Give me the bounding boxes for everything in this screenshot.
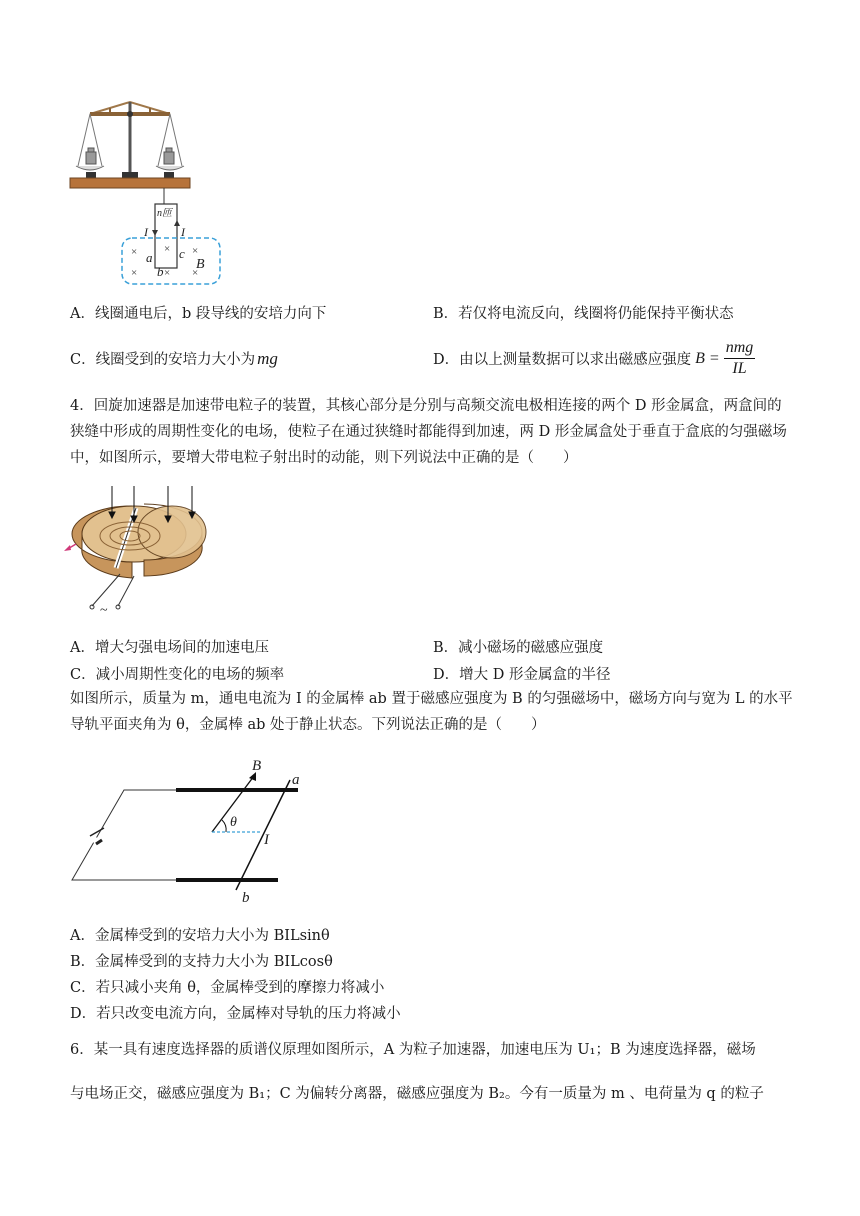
current-label-right: I (181, 225, 185, 239)
cyclotron-figure (62, 486, 222, 614)
q4-stem: 4．回旋加速器是加速带电粒子的装置，其核心部分是分别与高频交流电极相连接的两个 D 形金属盒，两盒间的狭缝中形成的周期性变化的电场，使粒子在通过狭缝时都能得到加速，两 D 形金属盒处于垂直于盒底的匀强磁场中，如图所示，要增大带电粒子射出时的动能，则下列说法中正确的是（ ） (70, 398, 787, 466)
q5-option-a: A．金属棒受到的安培力大小为 BILsinθ (70, 928, 330, 944)
field-cross: × (192, 267, 199, 279)
q5-option-c: C．若只减小夹角 θ，金属棒受到的摩擦力将减小 (70, 980, 385, 996)
q5-option-d: D．若只改变电流方向，金属棒对导轨的压力将减小 (70, 1006, 401, 1022)
q5-option-b: B．金属棒受到的支持力大小为 BILcosθ (70, 954, 333, 970)
field-cross: × (192, 245, 199, 257)
field-cross: × (164, 267, 171, 279)
q3-option-c-text: C．线圈受到的安培力大小为 (70, 352, 256, 368)
q3-option-d-lhs: B = (695, 349, 720, 367)
rod-end-a-label: a (292, 772, 300, 788)
q3-option-c-math: mg (257, 349, 278, 368)
side-b-label: b (157, 264, 164, 279)
q4-option-b: B．减小磁场的磁感应强度 (433, 640, 604, 656)
q4-option-d: D．增大 D 形金属盒的半径 (433, 667, 611, 683)
q3-option-a: A．线圈通电后，b 段导线的安培力向下 (70, 306, 327, 322)
q4-option-c: C．减小周期性变化的电场的频率 (70, 667, 285, 683)
rail-circuit-figure (66, 752, 306, 904)
side-c-label: c (179, 246, 185, 261)
q5-stem: 如图所示，质量为 m，通电电流为 I 的金属棒 ab 置于磁感应强度为 B 的匀强磁场中，磁场方向与宽为 L 的水平导轨平面夹角为 θ，金属棒 ab 处于静止状态。下列说法正确的是（ ） (70, 691, 793, 733)
q3-option-b: B．若仅将电流反向，线圈将仍能保持平衡状态 (433, 306, 734, 322)
field-cross: × (131, 267, 138, 279)
q3-option-d-fraction (724, 338, 756, 379)
field-cross: × (164, 243, 171, 255)
field-B-label: B (196, 257, 205, 272)
ac-source-label: ~ (100, 603, 108, 614)
rod-end-b-label: b (242, 890, 250, 904)
q3-option-d-text: D．由以上测量数据可以求出磁感应强度 (433, 352, 692, 368)
vector-B-label: B (252, 758, 262, 774)
q6-stem-line-2: 与电场正交，磁感应强度为 B₁；C 为偏转分离器，磁感应强度为 B₂。今有一质量为 m 、电荷量为 q 的粒子 (70, 1086, 764, 1102)
side-a-label: a (146, 250, 153, 265)
q6-stem-line-1: 6．某一具有速度选择器的质谱仪原理如图所示，A 为粒子加速器，加速电压为 U₁；B 为速度选择器，磁场 (70, 1042, 756, 1058)
balance-coil-figure (66, 96, 246, 290)
fraction-denominator: IL (732, 360, 747, 377)
current-I-label: I (264, 832, 269, 848)
q3-option-c (70, 348, 278, 369)
fraction-numerator: nmg (724, 338, 756, 359)
q4-option-a: A．增大匀强电场间的加速电压 (70, 640, 269, 656)
angle-theta-label: θ (230, 815, 237, 830)
q3-option-d (433, 338, 755, 379)
field-cross: × (131, 246, 138, 258)
coil-turns-label: n匝 (157, 208, 172, 219)
current-label-left: I (144, 225, 148, 239)
